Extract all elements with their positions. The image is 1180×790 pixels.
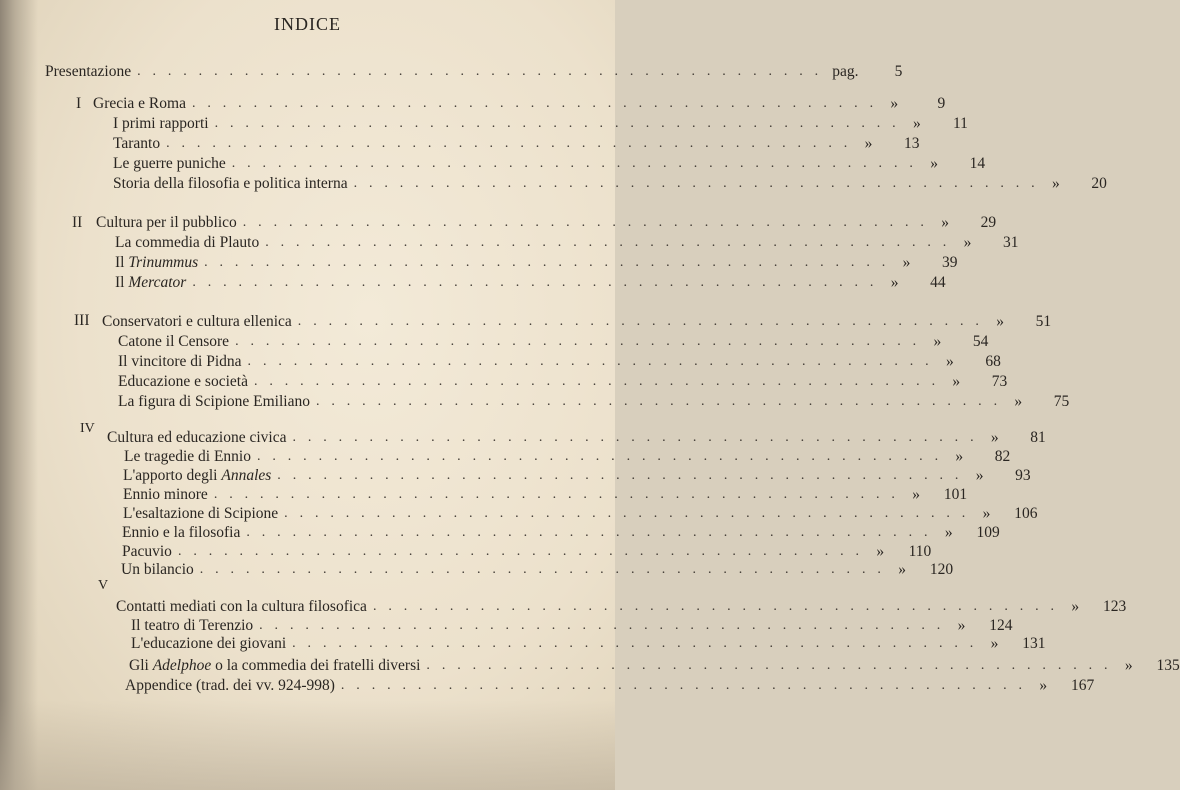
section-label: Appendice (trad. dei vv. 924-998) [125, 677, 335, 694]
toc-marker: » [963, 234, 972, 251]
leader-dots: . . . . . . . . . . . . . . . . . . . . . . . . . . . . . . . . . . . . . . . . . . . . . [259, 618, 945, 633]
section-row [113, 134, 920, 154]
section-row [125, 676, 1095, 696]
section-label: L'esaltazione di Scipione [123, 505, 279, 522]
section-label: Ennio minore [123, 486, 208, 503]
toc-marker: » [890, 95, 899, 112]
toc-page: 13 [903, 135, 920, 152]
section-label: Le tragedie di Ennio [124, 448, 251, 465]
toc-marker: » [876, 543, 885, 560]
chapter-label: Cultura ed educazione civica [107, 429, 287, 446]
section-row [113, 114, 968, 134]
toc-page: 5 [894, 63, 903, 80]
section-row [118, 352, 1001, 372]
section-row [115, 273, 946, 293]
toc-marker: » [864, 135, 873, 152]
leader-dots: . . . . . . . . . . . . . . . . . . . . . . . . . . . . . . . . . . . . . . . . . . . . . [426, 658, 1112, 673]
section-label: L'educazione dei giovani [131, 635, 287, 652]
chapter-numeral: V [98, 578, 109, 593]
leader-dots: . . . . . . . . . . . . . . . . . . . . . . . . . . . . . . . . . . . . . . . . . . . . . [247, 354, 933, 369]
chapter-row [116, 597, 1127, 617]
toc-page: 106 [1014, 505, 1038, 522]
section-row [118, 372, 1008, 392]
toc-page: 110 [908, 543, 932, 560]
section-row [115, 233, 1019, 253]
section-label: La commedia di Plauto [115, 234, 260, 251]
chapter-row [93, 94, 946, 114]
section-row [118, 392, 1070, 412]
toc-marker: » [996, 313, 1004, 330]
leader-dots: . . . . . . . . . . . . . . . . . . . . . . . . . . . . . . . . . . . . . . . . . . . . . [315, 394, 1002, 409]
leader-dots: . . . . . . . . . . . . . . . . . . . . . . . . . . . . . . . . . . . . . . . . . . . . . [340, 678, 1027, 693]
toc-marker: » [898, 561, 906, 578]
section-label-italic: Adelphoe [152, 657, 212, 674]
chapter-label: Conservatori e cultura ellenica [102, 313, 292, 330]
toc-marker: » [1052, 175, 1060, 192]
leader-dots: . . . . . . . . . . . . . . . . . . . . . . . . . . . . . . . . . . . . . . . . . . . . . [246, 525, 932, 540]
section-label: Il vincitore di Pidna [118, 353, 242, 370]
leader-dots: . . . . . . . . . . . . . . . . . . . . . . . . . . . . . . . . . . . . . . . . . . . . . [265, 235, 951, 250]
toc-page: 82 [994, 448, 1011, 465]
section-row [113, 154, 986, 174]
leader-dots: . . . . . . . . . . . . . . . . . . . . . . . . . . . . . . . . . . . . . . . . . . . . . [177, 544, 864, 559]
toc-marker: » [1014, 393, 1023, 410]
section-row [115, 253, 958, 273]
page-title: INDICE [274, 14, 341, 34]
toc-page: 20 [1091, 175, 1107, 192]
toc-marker: » [982, 505, 991, 522]
section-label: Un bilancio [121, 561, 194, 578]
section-label: Storia della filosofia e politica interna [113, 175, 348, 192]
section-label-italic: Annales [221, 467, 272, 484]
toc-presentation [45, 62, 903, 82]
toc-page: 54 [972, 333, 989, 350]
leader-dots: . . . . . . . . . . . . . . . . . . . . . . . . . . . . . . . . . . . . . . . . . . . . . [372, 599, 1059, 614]
section-row [122, 542, 932, 562]
toc-marker: » [990, 429, 999, 446]
toc-marker: » [1039, 677, 1048, 694]
section-row [113, 174, 1107, 194]
chapter-row [96, 213, 997, 233]
leader-dots: . . . . . . . . . . . . . . . . . . . . . . . . . . . . . . . . . . . . . . . . . . . . . [199, 562, 886, 577]
section-label [129, 656, 420, 676]
toc-marker: » [890, 274, 899, 291]
leader-dots: . . . . . . . . . . . . . . . . . . . . . . . . . . . . . . . . . . . . . . . . . . . . . [231, 156, 918, 171]
section-label: Taranto [113, 135, 161, 152]
section-row [131, 634, 1046, 654]
section-label-italic: Mercator [128, 274, 187, 291]
leader-dots: . . . . . . . . . . . . . . . . . . . . . . . . . . . . . . . . . . . . . . . . . . . . . [292, 430, 978, 445]
section-label: Ennio e la filosofia [122, 524, 241, 541]
chapter-label: Grecia e Roma [93, 95, 186, 112]
toc-page: 135 [1156, 657, 1180, 674]
section-label-prefix: Il [115, 254, 125, 271]
leader-dots: . . . . . . . . . . . . . . . . . . . . . . . . . . . . . . . . . . . . . . . . . . . . . [137, 64, 823, 79]
toc-page: 123 [1103, 598, 1127, 615]
toc-marker: » [957, 617, 966, 634]
section-row [118, 332, 989, 352]
toc-marker: » [902, 254, 911, 271]
chapter-numeral: III [74, 312, 90, 329]
toc-page: 29 [980, 214, 997, 231]
toc-page: 9 [937, 95, 946, 112]
section-label [115, 273, 186, 293]
section-label: Educazione e società [118, 373, 248, 390]
toc-page: 31 [1003, 234, 1019, 251]
toc-marker: » [930, 155, 938, 172]
leader-dots: . . . . . . . . . . . . . . . . . . . . . . . . . . . . . . . . . . . . . . . . . . . . . [204, 255, 890, 270]
section-row [123, 504, 1038, 524]
toc-marker: » [990, 635, 999, 652]
toc-page: 14 [969, 155, 986, 172]
toc-marker: » [952, 373, 961, 390]
section-row [121, 560, 954, 580]
toc-marker: » [933, 333, 942, 350]
toc-label: Presentazione [45, 63, 132, 80]
toc-page: 51 [1035, 313, 1052, 330]
chapter-row [107, 428, 1046, 448]
section-label: La figura di Scipione Emiliano [118, 393, 310, 410]
leader-dots: . . . . . . . . . . . . . . . . . . . . . . . . . . . . . . . . . . . . . . . . . . . . . [213, 487, 900, 502]
toc-page: 167 [1070, 677, 1095, 694]
leader-dots: . . . . . . . . . . . . . . . . . . . . . . . . . . . . . . . . . . . . . . . . . . . . . [284, 506, 970, 521]
section-label: Pacuvio [122, 543, 172, 560]
chapter-numeral: I [76, 95, 82, 112]
section-label-suffix: o la commedia dei fratelli diversi [215, 657, 421, 674]
toc-page: 39 [941, 254, 958, 271]
toc-marker: » [945, 353, 954, 370]
section-label-prefix: Gli [129, 657, 149, 674]
section-label: I primi rapporti [113, 115, 209, 132]
toc-page: 124 [989, 617, 1013, 634]
section-label: Il teatro di Terenzio [131, 617, 254, 634]
leader-dots: . . . . . . . . . . . . . . . . . . . . . . . . . . . . . . . . . . . . . . . . . . . . . [166, 136, 852, 151]
toc-marker: » [944, 524, 953, 541]
toc-page: 101 [943, 486, 968, 503]
toc-marker: » [913, 115, 921, 132]
toc-marker: » [955, 448, 964, 465]
toc-marker: » [912, 486, 920, 503]
chapter-numeral: IV [80, 421, 95, 436]
toc-page: 44 [930, 274, 946, 291]
toc-marker: » [941, 214, 949, 231]
section-row [122, 523, 1000, 543]
toc-page: 93 [1015, 467, 1031, 484]
leader-dots: . . . . . . . . . . . . . . . . . . . . . . . . . . . . . . . . . . . . . . . . . . . . . [277, 468, 963, 483]
page-gutter-shadow [0, 0, 38, 790]
chapter-label: Cultura per il pubblico [96, 214, 237, 231]
leader-dots: . . . . . . . . . . . . . . . . . . . . . . . . . . . . . . . . . . . . . . . . . . . . . [292, 636, 978, 651]
section-label-prefix: Il [115, 274, 125, 291]
section-label-prefix: L'apporto degli [123, 467, 218, 484]
section-label [123, 466, 271, 486]
section-row [123, 485, 968, 505]
leader-dots: . . . . . . . . . . . . . . . . . . . . . . . . . . . . . . . . . . . . . . . . . . . . . [256, 449, 943, 464]
leader-dots: . . . . . . . . . . . . . . . . . . . . . . . . . . . . . . . . . . . . . . . . . . . . . [297, 314, 984, 329]
leader-dots: . . . . . . . . . . . . . . . . . . . . . . . . . . . . . . . . . . . . . . . . . . . . . [235, 334, 921, 349]
section-row [124, 447, 1011, 467]
leader-dots: . . . . . . . . . . . . . . . . . . . . . . . . . . . . . . . . . . . . . . . . . . . . . [192, 275, 878, 290]
leader-dots: . . . . . . . . . . . . . . . . . . . . . . . . . . . . . . . . . . . . . . . . . . . . . [242, 215, 929, 230]
chapter-label: Contatti mediati con la cultura filosofica [116, 598, 367, 615]
toc-marker: » [1071, 598, 1080, 615]
chapter-numeral: II [72, 214, 83, 231]
toc-page: 68 [985, 353, 1001, 370]
page-bottom-shadow [0, 700, 615, 790]
section-label: Le guerre puniche [113, 155, 226, 172]
toc-marker: » [975, 467, 984, 484]
toc-page: 73 [991, 373, 1008, 390]
section-label [115, 253, 198, 273]
leader-dots: . . . . . . . . . . . . . . . . . . . . . . . . . . . . . . . . . . . . . . . . . . . . . [353, 176, 1039, 191]
toc-page: 11 [952, 115, 968, 132]
chapter-row [102, 312, 1052, 332]
toc-page: 120 [929, 561, 954, 578]
toc-page: 75 [1053, 393, 1070, 410]
leader-dots: . . . . . . . . . . . . . . . . . . . . . . . . . . . . . . . . . . . . . . . . . . . . . [253, 374, 940, 389]
toc-marker: » [1124, 657, 1133, 674]
toc-marker: pag. [832, 63, 859, 80]
leader-dots: . . . . . . . . . . . . . . . . . . . . . . . . . . . . . . . . . . . . . . . . . . . . . [191, 96, 878, 111]
leader-dots: . . . . . . . . . . . . . . . . . . . . . . . . . . . . . . . . . . . . . . . . . . . . . [214, 116, 900, 131]
toc-page: 131 [1022, 635, 1046, 652]
toc-page: 81 [1030, 429, 1046, 446]
section-label-italic: Trinummus [128, 254, 199, 271]
section-row [129, 656, 1180, 676]
section-label: Catone il Censore [118, 333, 230, 350]
section-row [131, 616, 1013, 636]
section-row [123, 466, 1031, 486]
toc-page: 109 [976, 524, 1000, 541]
